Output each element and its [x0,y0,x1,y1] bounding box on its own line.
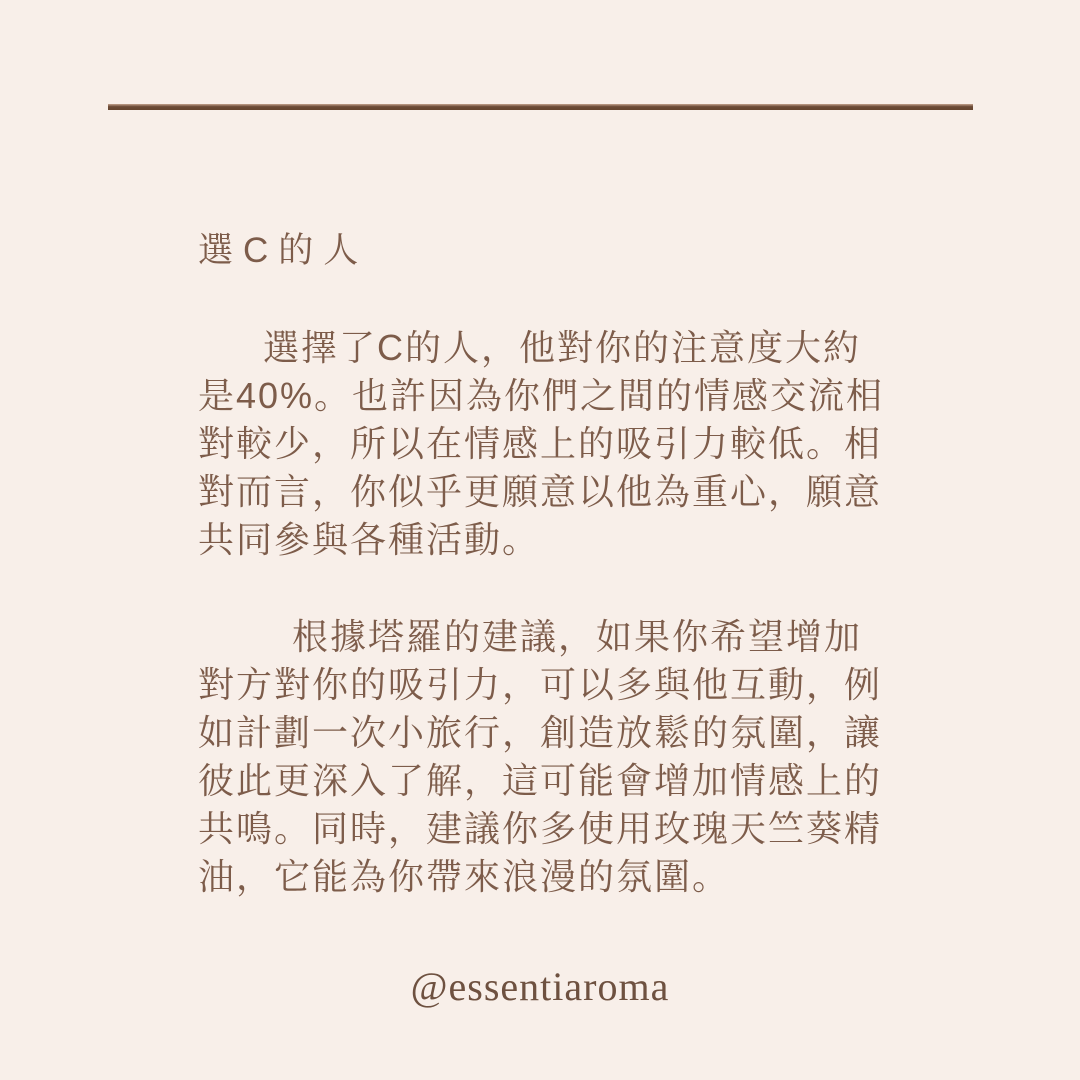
body-paragraph-2: 根據塔羅的建議，如果你希望增加對方對你的吸引力，可以多與他互動，例如計劃一次小旅行，創造放鬆的氛圍，讓彼此更深入了解，這可能會增加情感上的共鳴。同時，建議你多使用玫瑰天竺葵精油，它能為你帶來浪漫的氛圍。 [198,616,883,897]
account-handle: @essentiaroma [410,964,670,1009]
body-paragraph-1: 選擇了C的人，他對你的注意度大約是40%。也許因為你們之間的情感交流相對較少，所以在情感上的吸引力較低。相對而言，你似乎更願意以他為重心，願意共同參與各種活動。 [198,327,885,560]
post-heading: 選C的人 [198,231,369,270]
top-divider-line [108,104,973,110]
post-content [198,230,892,901]
